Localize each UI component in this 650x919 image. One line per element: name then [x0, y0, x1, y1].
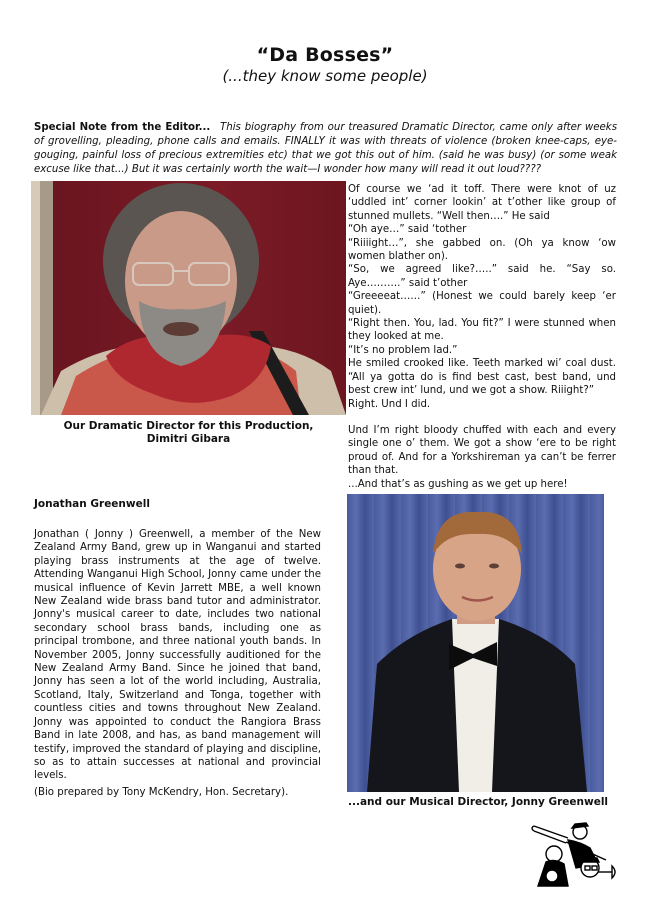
musical-director-bio: Jonathan ( Jonny ) Greenwell, a member of the New Zealand Army Band, grew up in Wanganui and started playing brass instruments at the age of twelve. Attending Wanganui High School, Jonny came under the musical influence of Kevin Jarrett MBE, a well known New Zealand wide brass band tutor and administrator. Jonny's musical career to date, includes two national secondary school brass bands, including one as principal trombone, and three national youth bands. In November 2005, Jonny successfully auditioned for the New Zealand Army Band. Since he joined that band, Jonny has seen a lot of the world including, Australia, Scotland, Italy, Switzerland and Tonga, together with countless cities and towns throughout New Zealand. Jonny was appointed to conduct the Rangiora Brass Band in late 2008, and has, as band management will testify, improved the standard of playing and discipline, so as to attain successes at national and provincial levels.	[34, 529, 321, 782]
story-paragraph: “It’s no problem lad.”	[348, 344, 458, 356]
story-paragraph: “Riiiight…”, she gabbed on. (Oh ya know ‘ow women blather on).	[348, 237, 616, 263]
dramatic-director-caption	[31, 420, 346, 446]
editor-note	[34, 121, 617, 177]
musical-director-photo	[347, 494, 604, 792]
dramatic-director-photo	[31, 181, 346, 415]
story-paragraph: Right. Und I did.	[348, 398, 431, 410]
brass-band-cartoon-icon	[528, 818, 618, 890]
story-paragraph: “Right then. You, lad. You fit?” I were stunned when they looked at me.	[348, 318, 616, 343]
bio-credit: (Bio prepared by Tony McKendry, Hon. Secretary).	[34, 787, 289, 798]
musical-director-portrait	[347, 494, 604, 792]
brass-band-cartoon-drawing	[528, 818, 618, 890]
story-closing-paragraph: Und I’m right bloody chuffed with each and every single one o’ them. We got a show ‘ere to be right proud of. And for a Yorkshireman ya can’t be ferrer than that.	[348, 424, 616, 477]
musical-director-caption: ...and our Musical Director, Jonny Greenwell	[348, 796, 609, 808]
page-subtitle: (...they know some people)	[222, 67, 428, 85]
caption-line-1: Our Dramatic Director for this Production,	[63, 420, 314, 432]
editor-note-label: Special Note from the Editor...	[34, 122, 211, 133]
dramatic-director-story	[348, 183, 616, 491]
story-closing-paragraph: ...And that’s as gushing as we get up here!	[348, 478, 568, 490]
dramatic-director-portrait	[31, 181, 346, 415]
editor-note-text: This biography from our treasured Dramatic Director, came only after weeks of grovelling, pleading, phone calls and emails. FINALLY it was with threats of violence (broken knee-caps, eye-gouging, painful loss of precious extremities etc) that we got this out of him. (said he was busy) (or some weak excuse like that...) But it was certainly worth the wait—I wonder how many will read it out loud????	[34, 122, 618, 175]
story-paragraph: “Greeeeat……” (Honest we could barely keep ‘er quiet).	[348, 291, 616, 316]
page-title: “Da Bosses”	[256, 44, 394, 66]
story-paragraph: Of course we ‘ad it toff. There were knot of uz ‘uddled int’ corner lookin’ at t’other like group of stunned mullets. “Well then….” He said	[348, 184, 616, 222]
musical-director-heading: Jonathan Greenwell	[34, 498, 150, 510]
story-paragraph: “So, we agreed like?…..” said he. “Say so. Aye……….” said t’other	[348, 264, 616, 289]
story-paragraph: He smiled crooked like. Teeth marked wi’ coal dust. “All ya gotta do is find best cast, best band, und best crew int’ lund, und we got a show. Riiight?”	[348, 358, 616, 397]
caption-line-2: Dimitri Gibara	[146, 433, 231, 445]
story-paragraph: “Oh aye…” said ‘tother	[348, 224, 467, 236]
